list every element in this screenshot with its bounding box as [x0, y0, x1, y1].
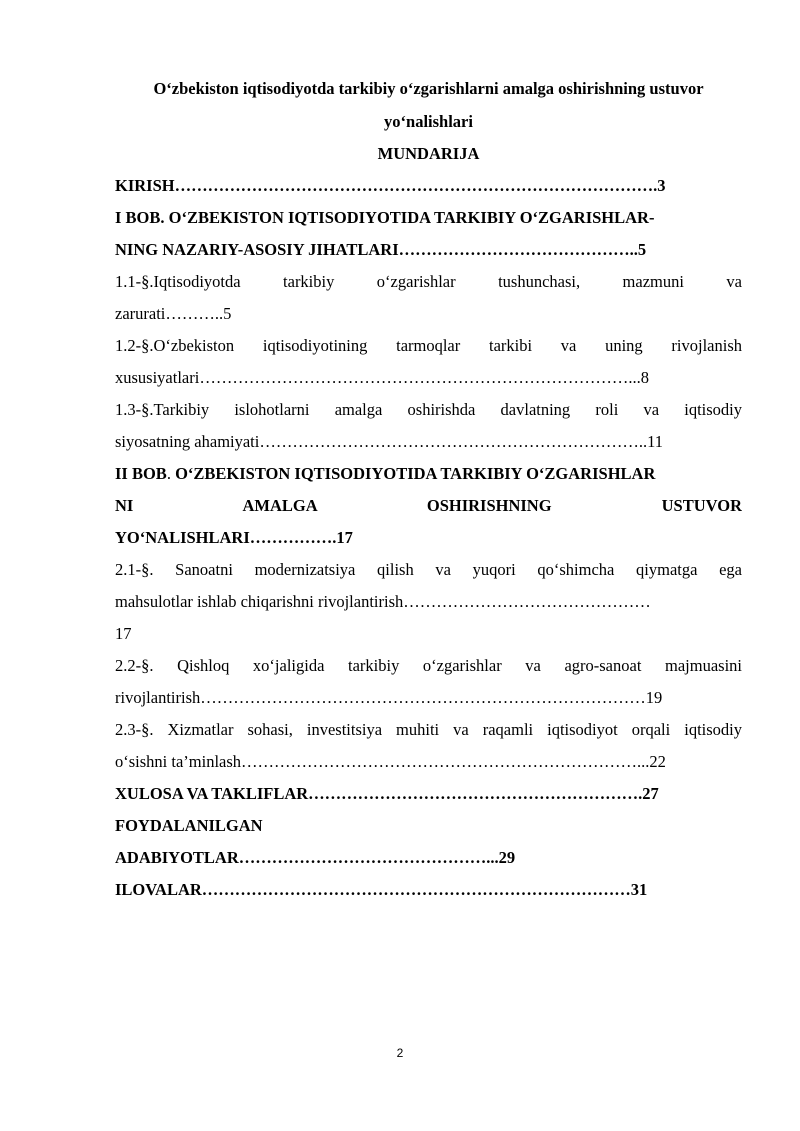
contents-heading: MUNDARIJA	[377, 144, 480, 163]
toc-entry-section-2-3-line-1: 2.3-§. Xizmatlar sohasi, investitsiya muhiti va raqamli iqtisodiyot orqali iqtisodiy	[115, 720, 742, 739]
toc-entry-chapter-2-line-2: NI AMALGA OSHIRISHNING USTUVOR	[115, 496, 742, 515]
toc-entry-section-2-2-line-2: rivojlantirish………………………………………………………………………19	[115, 688, 663, 707]
toc-entry-section-1-3-line-1: 1.3-§.Tarkibiy islohotlarni amalga oshirishda davlatning roli va iqtisodiy	[115, 400, 742, 419]
toc-entry-section-2-2-line-1: 2.2-§. Qishloq xo‘jaligida tarkibiy o‘zgarishlar va agro-sanoat majmuasini	[115, 656, 742, 675]
toc-entry-section-2-1-line-3: 17	[115, 624, 132, 643]
toc-entry-section-2-1-line-1: 2.1-§. Sanoatni modernizatsiya qilish va yuqori qo‘shimcha qiymatga ega	[115, 560, 742, 579]
chapter-1-title-part-1: O‘ZBEKISTON IQTISODIYOTIDA TARKIBIY O‘ZGARISHLAR-	[164, 208, 655, 227]
toc-entry-section-1-1-line-2: zarurati………..5	[115, 304, 232, 323]
toc-entry-section-1-1-line-1: 1.1-§.Iqtisodiyotda tarkibiy o‘zgarishlar tushunchasi, mazmuni va	[115, 272, 742, 291]
page-number: 2	[396, 1046, 404, 1060]
toc-entry-foydalanilgan-line-2: ADABIYOTLAR………………………………………...29	[115, 848, 516, 867]
toc-entry-section-2-3-line-2: o‘sishni ta’minlash………………………………………………………………...22	[115, 752, 666, 771]
toc-entry-ilovalar: ILOVALAR……………………………………………………………………31	[115, 880, 648, 899]
document-title-line-1: O‘zbekiston iqtisodiyotda tarkibiy o‘zgarishlarni amalga oshirishning ustuvor	[153, 79, 704, 98]
chapter-2-label: II BOB	[115, 464, 167, 483]
document-page	[115, 72, 742, 906]
toc-entry-chapter-1-line-2: NING NAZARIY-ASOSIY JIHATLARI……………………………………..5	[115, 240, 647, 259]
chapter-2-title-part-1: O‘ZBEKISTON IQTISODIYOTIDA TARKIBIY O‘ZGARISHLAR	[170, 464, 656, 483]
toc-entry-section-1-3-line-2: siyosatning ahamiyati……………………………………………………………..11	[115, 432, 663, 451]
chapter-1-label: I BOB.	[115, 208, 165, 227]
document-title-line-2: yo‘nalishlari	[384, 112, 473, 131]
toc-entry-chapter-1-line-1	[115, 202, 742, 234]
toc-entry-foydalanilgan-line-1: FOYDALANILGAN	[115, 816, 263, 835]
toc-entry-section-2-1-line-2: mahsulotlar ishlab chiqarishni rivojlantirish………………………………………	[115, 592, 651, 611]
chapter-2-label-dot: .	[166, 464, 171, 483]
toc-entry-section-1-2-line-1: 1.2-§.O‘zbekiston iqtisodiyotining tarmoqlar tarkibi va uning rivojlanish	[115, 336, 742, 355]
toc-entry-chapter-2-line-1	[115, 458, 742, 490]
toc-entry-kirish: KIRISH…………………………………………………………………………….3	[115, 176, 666, 195]
toc-entry-chapter-2-line-3: YO‘NALISHLARI…………….17	[115, 528, 353, 547]
toc-entry-section-1-2-line-2: xususiyatlari……………………………………………………………………...8	[115, 368, 649, 387]
toc-entry-xulosa: XULOSA VA TAKLIFLAR…………………………………………………….27	[115, 784, 659, 803]
